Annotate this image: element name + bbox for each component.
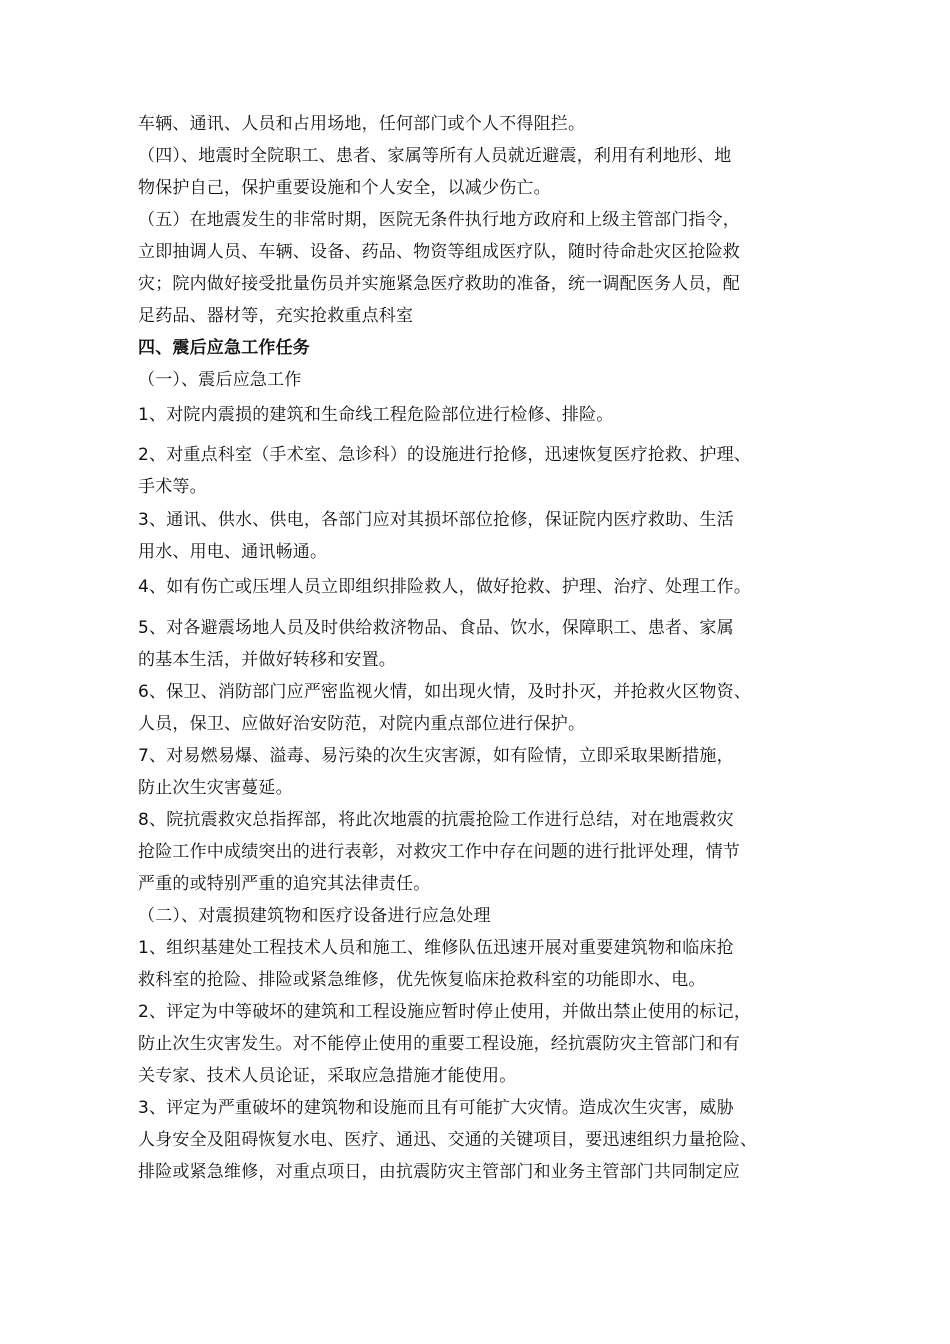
text-line: （五）在地震发生的非常时期，医院无条件执行地方政府和上级主管部门指令，: [138, 210, 740, 230]
text-line: 足药品、器材等，充实抢救重点科室: [138, 306, 414, 326]
text-line: 3、通讯、供水、供电，各部门应对其损坏部位抢修，保证院内医疗救助、生活: [138, 510, 734, 530]
text-line: 关专家、技术人员论证，采取应急措施才能使用。: [138, 1066, 517, 1086]
text-line: 防止次生灾害蔓延。: [138, 778, 293, 798]
text-line: 3、评定为严重破坏的建筑物和设施而且有可能扩大灾情。造成次生灾害，威胁: [138, 1098, 734, 1118]
text-line: 7、对易燃易爆、溢毒、易污染的次生灾害源，如有险情，立即采取果断措施，: [138, 746, 734, 766]
text-line: 立即抽调人员、车辆、设备、药品、物资等组成医疗队，随时待命赴灾区抢险救: [138, 242, 740, 262]
text-line: 救科室的抢险、排险或紧急维修，优先恢复临床抢救科室的功能即水、电。: [138, 970, 706, 990]
text-line: 6、保卫、消防部门应严密监视火情，如出现火情，及时扑灭，并抢救火区物资、: [138, 682, 752, 702]
text-line: 2、对重点科室（手术室、急诊科）的设施进行抢修，迅速恢复医疗抢救、护理、: [138, 445, 752, 465]
section-heading: 四、震后应急工作任务: [138, 338, 310, 358]
text-line: 防止次生灾害发生。对不能停止使用的重要工程设施，经抗震防灾主管部门和有: [138, 1034, 740, 1054]
text-line: 灾；院内做好接受批量伤员并实施紧急医疗救助的准备，统一调配医务人员，配: [138, 274, 740, 294]
text-line: 的基本生活，并做好转移和安置。: [138, 650, 396, 670]
text-line: 车辆、通讯、人员和占用场地，任何部门或个人不得阻拦。: [138, 114, 586, 134]
text-line: 1、组织基建处工程技术人员和施工、维修队伍迅速开展对重要建筑物和临床抢: [138, 938, 734, 958]
text-line: 排险或紧急维修，对重点项日，由抗震防灾主管部门和业务主管部门共同制定应: [138, 1162, 740, 1182]
text-line: 抢险工作中成绩突出的进行表彰，对救灾工作中存在问题的进行批评处理，情节: [138, 842, 740, 862]
text-line: 5、对各避震场地人员及时供给救济物品、食品、饮水，保障职工、患者、家属: [138, 618, 734, 638]
text-line: 严重的或特别严重的追究其法律责任。: [138, 874, 431, 894]
text-line: 物保护自己，保护重要设施和个人安全，以减少伤亡。: [138, 178, 551, 198]
text-line: 人员，保卫、应做好治安防范，对院内重点部位进行保护。: [138, 714, 586, 734]
subsection-heading: （一）、震后应急工作: [138, 370, 302, 390]
subsection-heading: （二）、对震损建筑物和医疗设备进行应急处理: [138, 906, 491, 926]
text-line: 用水、用电、通讯畅通。: [138, 542, 328, 562]
text-line: （四）、地震时全院职工、患者、家属等所有人员就近避震，利用有利地形、地: [138, 146, 732, 166]
text-line: 手术等。: [138, 477, 207, 497]
text-line: 1、对院内震损的建筑和生命线工程危险部位进行检修、排险。: [138, 405, 614, 425]
text-line: 2、评定为中等破坏的建筑和工程设施应暂时停止使用，并做出禁止使用的标记，: [138, 1002, 752, 1022]
text-line: 人身安全及阻碍恢复水电、医疗、通迅、交通的关键项目，要迅速组织力量抢险、: [138, 1130, 758, 1150]
text-line: 8、院抗震救灾总指挥部，将此次地震的抗震抢险工作进行总结，对在地震救灾: [138, 810, 734, 830]
text-line: 4、如有伤亡或压埋人员立即组织排险救人，做好抢救、护理、治疗、处理工作。: [138, 577, 752, 597]
